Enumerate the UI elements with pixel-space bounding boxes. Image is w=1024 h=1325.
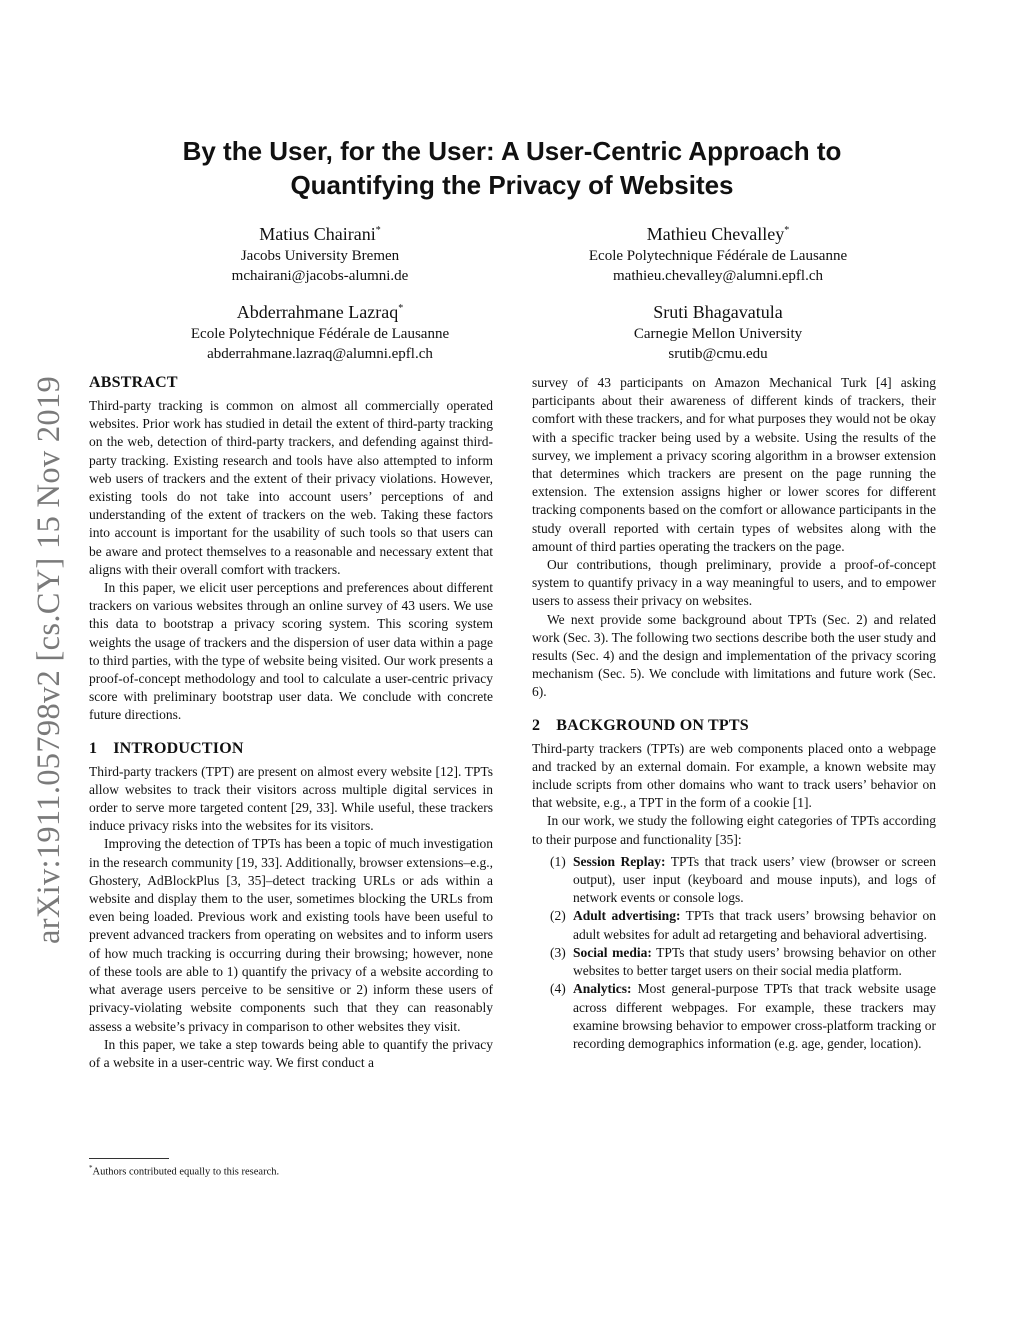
author-name: Mathieu Chevalley* bbox=[646, 224, 790, 244]
arxiv-identifier: arXiv:1911.05798v2 [cs.CY] 15 Nov 2019 bbox=[31, 375, 67, 944]
author-email: mathieu.chevalley@alumni.epfl.ch bbox=[613, 268, 823, 284]
tracker-category-list bbox=[532, 853, 936, 1053]
author-name: Sruti Bhagavatula bbox=[653, 302, 783, 322]
left-column bbox=[89, 372, 493, 1072]
introduction-heading: 1 INTRODUCTION bbox=[89, 739, 244, 757]
intro-paragraph: In this paper, we take a step towards being able to quantify the privacy of a website in a user-centric way. We first conduct a bbox=[89, 1036, 493, 1070]
abstract-paragraph: In this paper, we elicit user perceptions and preferences about different trackers on various websites through an online survey of 43 users. We use this data to bootstrap a privacy scoring system. This scoring system weights the usage of trackers and the dispersion of user data within a page to third parties, with the type of website being visited. Our work presents a proof-of-concept methodology and tool to calculate a user-centric privacy score with preliminary bootstrap user data. We conclude with concrete future directions. bbox=[89, 580, 493, 723]
body-paragraph: We next provide some background about TPTs (Sec. 2) and related work (Sec. 3). The following two sections describe both the user study and results (Sec. 4) and the design and implementation of the privacy scoring mechanism (Sec. 5). We conclude with limitations and future work (Sec. 6). bbox=[532, 611, 936, 700]
author-affiliation: Jacobs University Bremen bbox=[240, 248, 400, 264]
author-block bbox=[110, 297, 530, 364]
author-email: abderrahmane.lazraq@alumni.epfl.ch bbox=[207, 346, 433, 362]
intro-paragraph: Improving the detection of TPTs has been a topic of much investigation in the research community [19, 33]. Additionally, browser extensions–e.g., Ghostery, AdBlockPlus [3, 35]–detect tracking URLs or ads within a website and display them to the user, sometimes blocking the URLs from even being loaded. Previous work and existing tools have been useful to prevent advanced trackers from operating on websites and to inform users of how much tracking is occurring during their browsing; however, none of these tools are able to 1) quantify the privacy of a website according to what average users perceive to be sensitive or 2) inform these users of privacy-violating website components such that they can reasonably assess a website’s privacy in comparison to other websites they visit. bbox=[89, 836, 493, 1034]
body-paragraph: In our work, we study the following eight categories of TPTs according to their purpose and functionality [35]: bbox=[532, 813, 936, 847]
list-item: (4) Analytics: Most general-purpose TPTs that track website usage across different webpages. For example, these trackers may examine browsing behavior to empower cross-platform tracking or recording demographics information (e.g. age, gender, location). bbox=[550, 981, 937, 1051]
author-name: Abderrahmane Lazraq* bbox=[236, 302, 404, 322]
author-block bbox=[508, 297, 928, 364]
paper-title bbox=[0, 134, 1024, 202]
body-paragraph: survey of 43 participants on Amazon Mechanical Turk [4] asking participants about their awareness of different kinds of trackers, their comfort with these trackers, and for what purposes they would not be okay with a specific tracker being used by a website. Using the results of the survey, we implement a privacy scoring algorithm in a browser extension that determines which trackers are present on the page running the extension. The extension assigns higher or lower scores for different tracking components based on the comfort or allowance participants in the study overall reported with certain types of websites along with the amount of third parties operating the trackers on the page. bbox=[532, 375, 936, 554]
right-column bbox=[532, 374, 936, 1053]
footnote: *Authors contributed equally to this research. bbox=[89, 1164, 280, 1178]
footnote-divider bbox=[89, 1158, 169, 1159]
list-item: (2) Adult advertising: TPTs that track users’ browsing behavior on adult websites for adult ad retargeting and behavioral advertising. bbox=[550, 908, 936, 942]
background-heading: 2 BACKGROUND ON TPTS bbox=[532, 716, 749, 734]
author-block bbox=[110, 219, 530, 286]
body-paragraph: Third-party trackers (TPTs) are web components placed onto a webpage and tracked by an external domain. For example, a known website may include scripts from other domains who want to track users’ behavior on that website, e.g., a TPT in the form of a cookie [1]. bbox=[532, 740, 936, 811]
abstract-heading: ABSTRACT bbox=[89, 374, 178, 391]
author-affiliation: Ecole Polytechnique Fédérale de Lausanne bbox=[190, 326, 450, 342]
author-affiliation: Carnegie Mellon University bbox=[633, 326, 803, 342]
author-name: Matius Chairani* bbox=[259, 224, 381, 244]
intro-paragraph: Third-party trackers (TPT) are present on almost every website [12]. TPTs allow websites to track their visitors across multiple digital services in order to serve more targeted content [29, 33]. While useful, these trackers induce privacy risks into the websites for its visitors. bbox=[89, 763, 493, 834]
author-email: srutib@cmu.edu bbox=[668, 346, 768, 362]
author-block bbox=[508, 219, 928, 286]
body-paragraph: Our contributions, though preliminary, provide a proof-of-concept system to quantify privacy in a way meaningful to users, and to empower users to assess their privacy on websites. bbox=[532, 557, 936, 609]
author-affiliation: Ecole Polytechnique Fédérale de Lausanne bbox=[588, 248, 848, 264]
list-item: (3) Social media: TPTs that study users’ browsing behavior on other websites to better target users on their social media platform. bbox=[550, 944, 936, 979]
title-line-1: By the User, for the User: A User-Centric Approach to bbox=[182, 136, 842, 166]
author-email: mchairani@jacobs-alumni.de bbox=[231, 268, 409, 284]
list-item: (1) Session Replay: TPTs that track users’ view (browser or screen output), user input (keyboard and mouse inputs), and logs of network events or console logs. bbox=[550, 853, 936, 906]
title-line-2: Quantifying the Privacy of Websites bbox=[290, 170, 734, 200]
abstract-paragraph: Third-party tracking is common on almost all commercially operated websites. Prior work has studied in detail the extent of third-party tracking on the web, detection of third-party trackers, and defending against third-party tracking. Existing research and tools have also attempted to inform web users of trackers and the extent of their privacy violations. However, existing tools do not take into account users’ perceptions of and understanding of the extent of trackers on the web. Taking these factors into account is important for the usability of such tools so that users can be aware and protect themselves to a reasonable and necessary extent that aligns with their overall comfort with trackers. bbox=[89, 398, 493, 577]
